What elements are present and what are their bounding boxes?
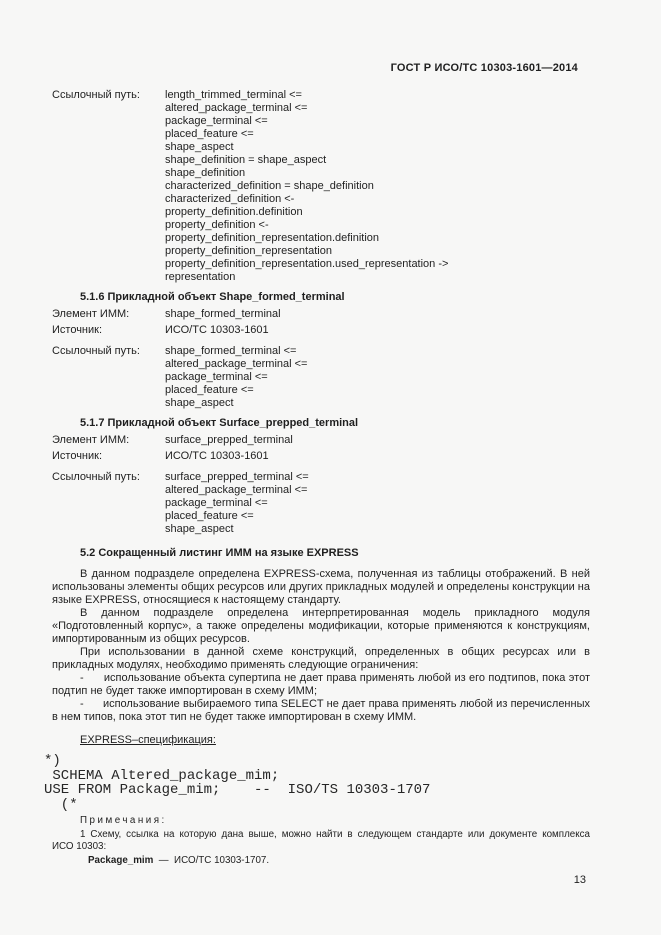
restriction-item: - использование выбираемого типа SELECT не дает права применять любой из перечисленных в нем типов, пока этот тип не будет также импортирован в схему ИММ. (52, 698, 590, 723)
ref-path-line: surface_prepped_terminal <= (165, 471, 309, 483)
ref-path-line: package_terminal <= (165, 497, 268, 509)
ref-path-line: shape_aspect (165, 141, 234, 153)
field-label-reference-path: Ссылочный путь: (52, 345, 140, 357)
notes-label: Примечания: (80, 815, 167, 826)
page-number: 13 (573, 874, 586, 886)
express-code-listing (44, 754, 590, 812)
reference-path-lines (165, 89, 590, 284)
ref-path-line: placed_feature <= (165, 384, 254, 396)
field-value (165, 324, 590, 337)
source-row (52, 450, 590, 463)
ref-path-line: placed_feature <= (165, 510, 254, 522)
field-label-source: Источник: (52, 324, 103, 336)
schema-reference: — ИСО/ТС 10303-1707. (153, 854, 270, 866)
reference-path-block (52, 89, 590, 284)
ref-path-line: property_definition_representation.used_representation -> (165, 258, 449, 270)
note-text-line: 1 Схему, ссылка на которую дана выше, можно найти в следующем стандарте или документе комплекса (80, 828, 590, 840)
section-heading-5-2: 5.2 Сокращенный листинг ИММ на языке EXPRESS (80, 547, 359, 559)
note-schema-item (52, 855, 590, 868)
field-value (165, 308, 590, 321)
field-label-source: Источник: (52, 450, 103, 462)
running-header: ГОСТ Р ИСО/ТС 10303-1601—2014 (390, 62, 578, 74)
express-spec-label (52, 734, 590, 747)
ref-path-line: property_definition_representation.definition (165, 232, 380, 244)
express-spec-label-text: EXPRESS–спецификация: (80, 734, 216, 746)
ref-path-line: property_definition.definition (165, 206, 303, 218)
source-value: ИСО/ТС 10303-1601 (165, 324, 269, 336)
ref-path-line: placed_feature <= (165, 128, 254, 140)
field-label-imm-element: Элемент ИММ: (52, 434, 130, 446)
ref-path-line: package_terminal <= (165, 115, 268, 127)
code-line: *) (44, 753, 61, 769)
field-label-reference-path: Ссылочный путь: (52, 471, 140, 483)
imm-element-row (52, 308, 590, 321)
paragraph: В данном подразделе определена EXPRESS-схема, полученная из таблицы отображений. В ней использованы элементы общих ресурсов или других прикладных модулей и определены конструкции на языке EXPRESS, относящиеся к настоящему стандарту. (52, 568, 590, 606)
code-line: SCHEMA Altered_package_mim; (44, 767, 280, 784)
reference-path-lines (165, 345, 590, 410)
ref-path-line: representation (165, 271, 236, 283)
ref-path-line: characterized_definition = shape_definition (165, 180, 374, 192)
section-heading-5-1-6: 5.1.6 Прикладной объект Shape_formed_terminal (80, 291, 345, 303)
field-value (165, 434, 590, 447)
section-heading-5-1-7: 5.1.7 Прикладной объект Surface_prepped_terminal (80, 417, 359, 429)
reference-path-lines (165, 471, 590, 536)
ref-path-line: length_trimmed_terminal <= (165, 89, 302, 101)
ref-path-line: altered_package_terminal <= (165, 102, 308, 114)
ref-path-line: shape_aspect (165, 397, 234, 409)
code-line: USE FROM Package_mim; -- ISO/TS 10303-1707 (44, 782, 431, 798)
ref-path-line: property_definition <- (165, 219, 269, 231)
ref-path-line: package_terminal <= (165, 371, 268, 383)
ref-path-line: shape_aspect (165, 523, 234, 535)
restriction-item: - использование объекта супертипа не дает права применять любой из его подтипов, пока этот подтип не будет также импортирован в схему ИММ; (52, 672, 590, 697)
reference-path-block (52, 471, 590, 536)
note-text-line: ИСО 10303: (52, 841, 107, 852)
ref-path-line: shape_formed_terminal <= (165, 345, 297, 357)
field-label-imm-element: Элемент ИММ: (52, 308, 130, 320)
ref-path-line: altered_package_terminal <= (165, 484, 308, 496)
source-row (52, 324, 590, 337)
field-label-reference-path: Ссылочный путь: (52, 89, 140, 101)
ref-path-line: characterized_definition <- (165, 193, 295, 205)
paragraph: При использовании в данной схеме конструкций, определенных в общих ресурсах или в прикладных модулях, необходимо применять следующие ограничения: (52, 646, 590, 671)
ref-path-line: shape_definition = shape_aspect (165, 154, 327, 166)
source-value: ИСО/ТС 10303-1601 (165, 450, 269, 462)
imm-element-value: surface_prepped_terminal (165, 434, 293, 446)
imm-element-row (52, 434, 590, 447)
paragraph: В данном подразделе определена интерпретированная модель прикладного модуля «Подготовленный корпус», а также определены модификации, которые применяются к конструкциям, импортированным из общих ресурсов. (52, 607, 590, 645)
code-line: (* (44, 796, 78, 813)
ref-path-line: shape_definition (165, 167, 246, 179)
notes-block (52, 815, 590, 867)
ref-path-line: property_definition_representation (165, 245, 332, 257)
field-value (165, 450, 590, 463)
imm-element-value: shape_formed_terminal (165, 308, 281, 320)
ref-path-line: altered_package_terminal <= (165, 358, 308, 370)
schema-name: Package_mim (88, 854, 154, 866)
reference-path-block (52, 345, 590, 410)
